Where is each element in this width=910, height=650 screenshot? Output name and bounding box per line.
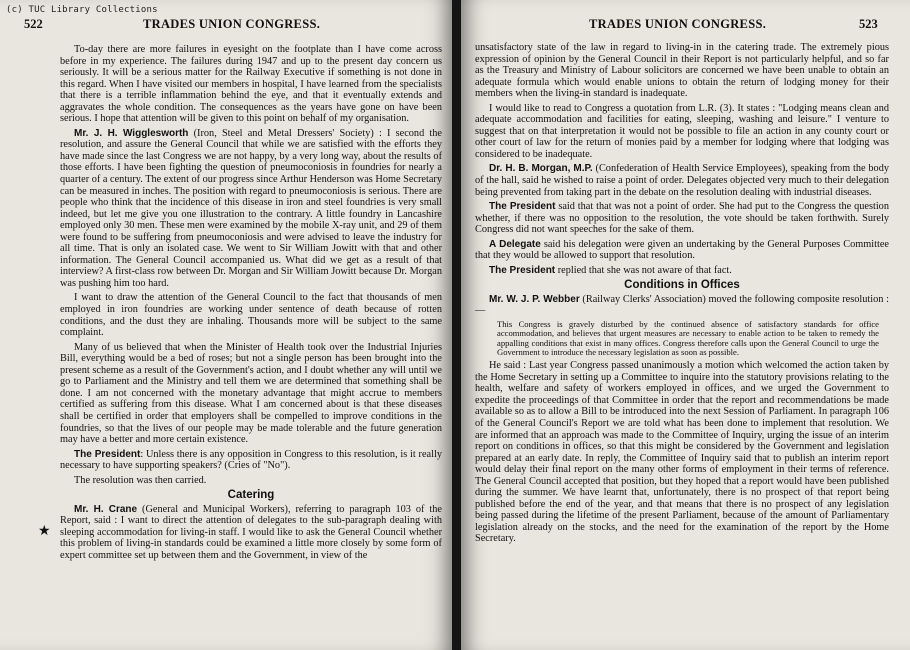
speech-text: (Iron, Steel and Metal Dressers' Society) : I second the resolution, and assure the General Council that while we are satisfied with the efforts they have made since the last Congress we are not happy, by a very long way, about the results of those efforts. I have been fighting the question of pneumoconiosis in foundries for nearly a quarter of a century. The extent of our progress since Arthur Henderson was Home Secretary can be measured in inches. The position with regard to pneumoconiosis is serious. There are people who think that the incidence of this disease in iron and steel foundries is very small indeed, but let me give you one illustration to the contrary. A little foundry in Lancashire employed only 30 men. These men were examined by the mobile X-ray unit, and 29 of them were found to be suffering from pneumoconiosis and were advised to leave the industry for all time. That is only an isolated case. We went to Sir William Jowitt with that and other information. The General Council accompanied us. What did we get as a result of that interview? A first-class row between Dr. Morgan and Sir William Jowitt because Dr. Morgan was pushing him too hard. (60, 127, 442, 289)
speech-text: (General and Municipal Workers), referring to paragraph 103 of the Report, said : I want to direct the attention of delegates to the sub-paragraph dealing with sleeping accommodation for living-in staff. I would like to ask the General Council whether this problem of living-in standards could be examined a little more closely by some form of expert committee set up between them and the Government, in view of the (60, 503, 442, 561)
speech-text: (Confederation of Health Service Employees), speaking from the body of the hall, said he wished to raise a point of order. Delegates objected very much to their delegation being prevented from taking part in the debate on the resolution dealing with industrial diseases. (475, 163, 889, 198)
watermark: (c) TUC Library Collections (6, 5, 158, 15)
paragraph (475, 239, 889, 262)
speech-text: (Railway Clerks' Association) moved the following composite resolution :— (475, 293, 889, 317)
speaker-name: The President (74, 448, 141, 460)
speech-text: said that that was not a point of order. She had put to the Congress the question whether, if there was no opposition to the resolution, the vote should be taken forthwith. Surely Congress did not want speeches for the sake of them. (475, 201, 889, 236)
left-body (60, 44, 442, 565)
section-heading: Catering (227, 489, 275, 502)
resolution-quote: This Congress is gravely disturbed by the continued absence of satisfactory standards for office accommodation, and believes that urgent measures are necessary to enable action to be taken to remedy the appalling conditions that exist in many offices. Congress therefore calls upon the General Council to urge the Government to introduce the necessary legislation as soon as possible. (497, 319, 879, 357)
paragraph: The resolution was then carried. (74, 474, 207, 486)
paragraph: I want to draw the attention of the General Council to the fact that thousands of men employed in iron foundries are working under sentence of death because of rotten conditions, and the dust they are inhaling. Thousands more will be subject to the same complaint. (60, 292, 442, 339)
right-running-head: TRADES UNION CONGRESS. (589, 17, 767, 31)
speaker-name: Mr. H. Crane (74, 503, 138, 515)
speech-text: : Unless there is any opposition in Congress to this resolution, is it really necessary to have supporting speakers? (Cries of "No"). (60, 448, 442, 472)
left-page (0, 0, 452, 650)
left-running-head: TRADES UNION CONGRESS. (143, 17, 321, 31)
speech-text: replied that she was not aware of that fact. (555, 264, 732, 276)
paragraph: Many of us believed that when the Minister of Health took over the Industrial Injuries Bill, everything would be a bed of roses; but not a single person has been brought into the present scheme as a result of the Government's action, and I doubt whether any will until we go to Parliament and the Ministry and tell them we are determined that something shall be done. I am not concerned with the monetary advantage that might accrue to members certified as suffering from this disease. What I am concerned about is that these diseases shall be certified in order that employers shall be compelled to improve conditions in the foundries, so that the lives of our people may be made tolerable and the future generation may have a better and more certain existence. (60, 341, 442, 446)
paragraph (475, 163, 889, 198)
speaker-name: Mr. J. H. Wigglesworth (74, 127, 189, 139)
paragraph (60, 504, 442, 562)
paragraph: unsatisfactory state of the law in regard to living-in in the catering trade. The extremely pious expression of opinion by the General Council in their Report is not particularly helpful, and so far as the Treasury and Ministry of Labour solicitors are concerned we have been unable to obtain an adequate formula which would enable unions to obtain the return of lodging money for their members when the living-in standard is inadequate. (475, 42, 889, 100)
paragraph (475, 265, 889, 277)
speaker-name: The President (489, 264, 556, 276)
paragraph: He said : Last year Congress passed unanimously a motion which welcomed the action taken by the Home Secretary in setting up a Committee to inquire into the statutory provisions relating to the health, welfare and safety of workers employed in offices, and we urged the Government to expedite the proceedings of that Committee in order that the report and recommendations be made available so as to allow a Bill to be introduced into the next Session of Parliament. In paragraph 106 of the General Council's Report we are told what has been done to implement that resolution. We are informed that an approach was made to the Committee of Inquiry, urging the issue of an interim report on conditions in offices, so that this might be considered by the Government and legislation prepared at an early date. In reply, the Committee of Inquiry said that to publish an interim report would delay their final report on the many other forms of employment in their terms of reference. The General Council accepted that position, but they hoped that a report would have been published during the summer. We have learnt that, unfortunately, there is no prospect of that report being published before the end of the year, and that means that there is no prospect of any legislation being passed during the lifetime of the present Parliament, because of the amount of Parliamentary legislation already on the stocks, and the need for the examination of the report by the Home Secretary. (475, 360, 889, 545)
right-page (461, 0, 910, 650)
star-mark: ★ (38, 524, 51, 539)
right-body (475, 42, 889, 548)
right-page-number: 523 (859, 17, 878, 31)
speaker-name: The President (489, 201, 556, 213)
paragraph (60, 449, 442, 472)
speaker-name: Mr. W. J. P. Webber (489, 293, 580, 305)
paragraph (475, 294, 889, 317)
speaker-name: Dr. H. B. Morgan, M.P. (489, 163, 593, 175)
paragraph: To-day there are more failures in eyesight on the footplate than I have come across before in my experience. The failures during 1947 and up to the present day concern us seriously. It will be a serious matter for the Railway Executive if something is not done in this regard. When I have visited our members in hospital, I have learned from the specialists that there is a terrible inflammation behind the eye, and that it eventually extends and aggravates the whole condition. The consequences as the years have gone on have been serious. I hope that attention will be given to this point on behalf of my organisation. (60, 44, 442, 125)
speech-text: said his delegation were given an undertaking by the General Purposes Committee that they would be allowed to support that resolution. (475, 238, 889, 262)
speaker-name: A Delegate (489, 238, 541, 250)
paragraph (475, 201, 889, 236)
paragraph (60, 128, 442, 290)
section-heading: Conditions in Offices (624, 279, 740, 292)
paragraph: I would like to read to Congress a quotation from L.R. (3). It states : "Lodging means clean and adequate accommodation and facilities for eating, sleeping, washing and leisure." I venture to suggest that on that interpretation it would not be possible to file an action in any county court or other court of law for the return of monies paid by a member for lodging where that lodging was considered to be inadequate. (475, 102, 889, 160)
left-page-number: 522 (24, 17, 43, 31)
book-gutter (452, 0, 461, 650)
